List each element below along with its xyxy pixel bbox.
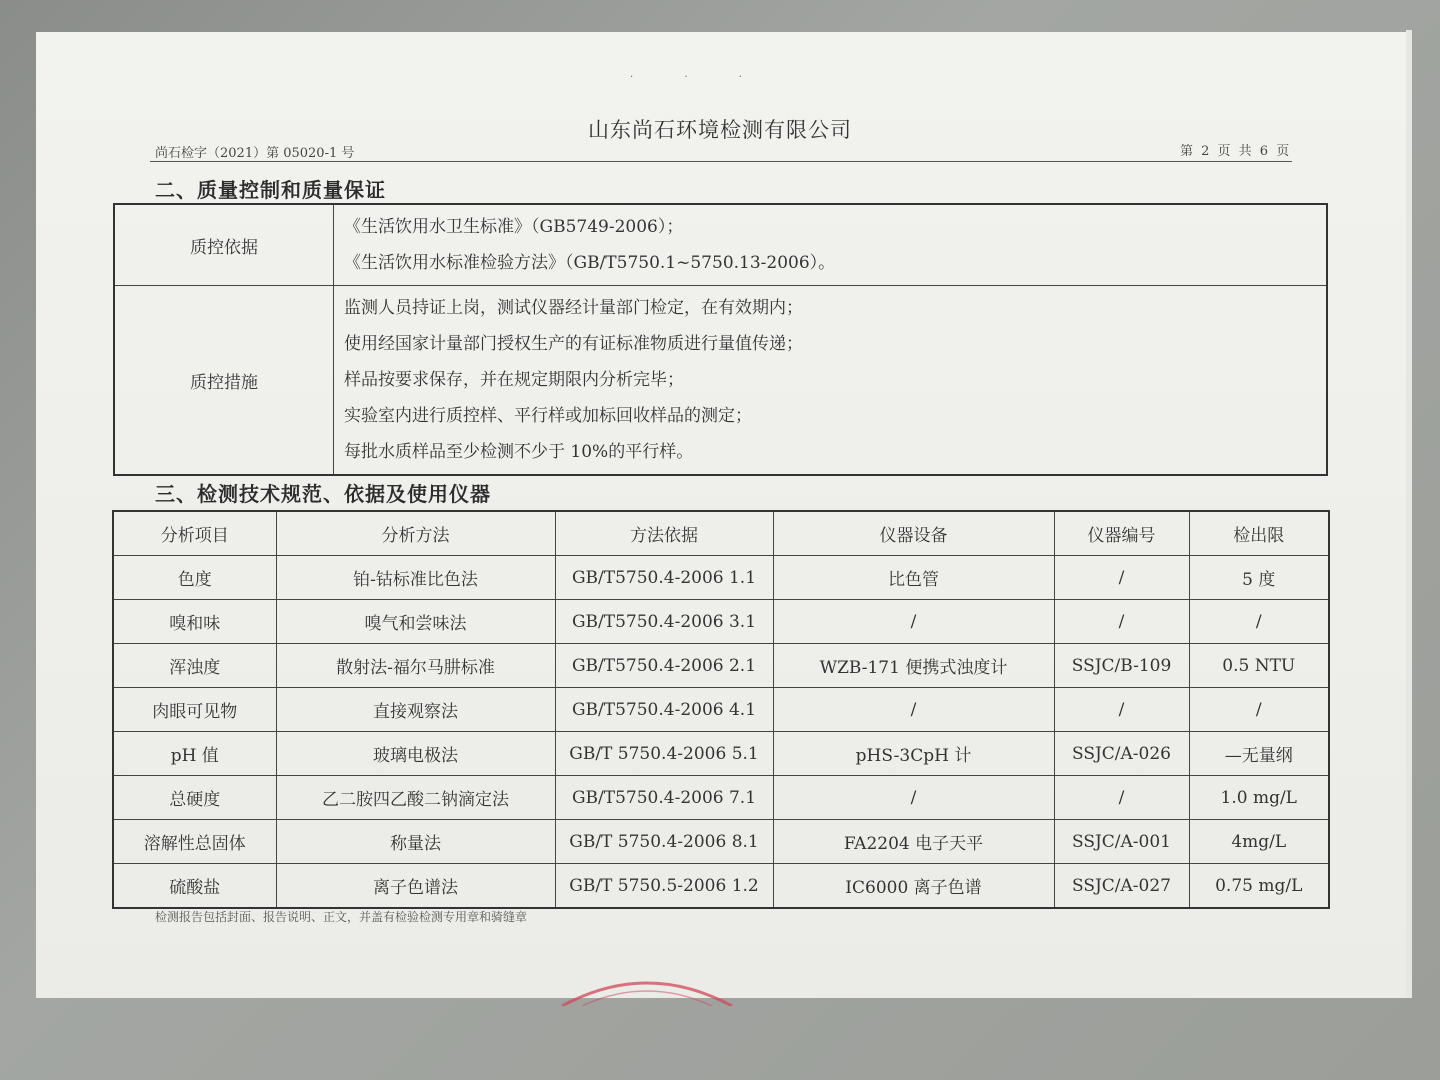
qc-content-measures xyxy=(334,286,1328,476)
header-basis: 方法依据 xyxy=(555,511,773,556)
qc-row-basis xyxy=(114,204,1327,286)
cell-item: 肉眼可见物 xyxy=(113,688,276,732)
cell-instrument: IC6000 离子色谱 xyxy=(773,864,1054,909)
cell-instrument-id: SSJC/A-026 xyxy=(1054,732,1189,776)
cell-instrument: 比色管 xyxy=(773,556,1054,600)
cell-method: 嗅气和尝味法 xyxy=(276,600,555,644)
section-3-title: 三、检测技术规范、依据及使用仪器 xyxy=(155,482,491,506)
cell-method: 散射法-福尔马肼标准 xyxy=(276,644,555,688)
header-instrument-id: 仪器编号 xyxy=(1054,511,1189,556)
table-row xyxy=(113,864,1329,909)
cell-basis: GB/T5750.4-2006 7.1 xyxy=(555,776,773,820)
qc-line: 实验室内进行质控样、平行样或加标回收样品的测定； xyxy=(344,406,752,426)
cell-basis: GB/T 5750.4-2006 8.1 xyxy=(555,820,773,864)
table-row xyxy=(113,732,1329,776)
cell-detection-limit: 4mg/L xyxy=(1189,820,1329,864)
cell-instrument-id: / xyxy=(1054,600,1189,644)
cell-item: 浑浊度 xyxy=(113,644,276,688)
cell-basis: GB/T 5750.4-2006 5.1 xyxy=(555,732,773,776)
company-name: 山东尚石环境检测有限公司 xyxy=(588,118,852,142)
cell-instrument: / xyxy=(773,600,1054,644)
cell-method: 离子色谱法 xyxy=(276,864,555,909)
qc-line: 《生活饮用水标准检验方法》（GB/T5750.1~5750.13-2006）。 xyxy=(344,253,836,273)
cell-method: 称量法 xyxy=(276,820,555,864)
cell-instrument: pHS-3CpH 计 xyxy=(773,732,1054,776)
cell-detection-limit: 5 度 xyxy=(1189,556,1329,600)
table-header-row xyxy=(113,511,1329,556)
cell-detection-limit: / xyxy=(1189,600,1329,644)
cell-instrument-id: SSJC/A-001 xyxy=(1054,820,1189,864)
cell-item: pH 值 xyxy=(113,732,276,776)
cell-method: 玻璃电极法 xyxy=(276,732,555,776)
cell-basis: GB/T 5750.5-2006 1.2 xyxy=(555,864,773,909)
cell-basis: GB/T5750.4-2006 3.1 xyxy=(555,600,773,644)
table-row xyxy=(113,776,1329,820)
cell-method: 乙二胺四乙酸二钠滴定法 xyxy=(276,776,555,820)
cell-item: 总硬度 xyxy=(113,776,276,820)
header-instrument: 仪器设备 xyxy=(773,511,1054,556)
cell-basis: GB/T5750.4-2006 1.1 xyxy=(555,556,773,600)
table-row xyxy=(113,644,1329,688)
cell-detection-limit: 0.75 mg/L xyxy=(1189,864,1329,909)
cell-item: 色度 xyxy=(113,556,276,600)
qc-line: 样品按要求保存，并在规定期限内分析完毕； xyxy=(344,370,684,390)
footnote: 检测报告包括封面、报告说明、正文，并盖有检验检测专用章和骑缝章 xyxy=(155,910,528,924)
qc-label-measures: 质控措施 xyxy=(114,286,334,476)
paper-marks: · · · xyxy=(630,72,766,83)
cell-detection-limit: 1.0 mg/L xyxy=(1189,776,1329,820)
table-body xyxy=(113,556,1329,909)
qc-line: 监测人员持证上岗，测试仪器经计量部门检定，在有效期内； xyxy=(344,298,803,318)
red-seal-stamp xyxy=(552,980,742,1006)
qc-line: 每批水质样品至少检测不少于 10%的平行样。 xyxy=(344,442,694,462)
cell-instrument: / xyxy=(773,776,1054,820)
header-item: 分析项目 xyxy=(113,511,276,556)
document-number: 尚石检字（2021）第 05020-1 号 xyxy=(155,146,355,161)
cell-item: 溶解性总固体 xyxy=(113,820,276,864)
header-rule xyxy=(150,161,1292,162)
testing-methods-table xyxy=(112,510,1330,909)
cell-instrument-id: / xyxy=(1054,556,1189,600)
header-method: 分析方法 xyxy=(276,511,555,556)
paper-edge xyxy=(1406,30,1412,998)
cell-basis: GB/T5750.4-2006 4.1 xyxy=(555,688,773,732)
cell-instrument-id: SSJC/B-109 xyxy=(1054,644,1189,688)
table-row xyxy=(113,556,1329,600)
cell-instrument: / xyxy=(773,688,1054,732)
cell-detection-limit: / xyxy=(1189,688,1329,732)
cell-method: 直接观察法 xyxy=(276,688,555,732)
page-indicator: 第 2 页 共 6 页 xyxy=(1180,144,1292,159)
table-row xyxy=(113,820,1329,864)
section-2-title: 二、质量控制和质量保证 xyxy=(155,178,386,202)
quality-control-table xyxy=(113,203,1328,476)
cell-instrument-id: / xyxy=(1054,688,1189,732)
cell-detection-limit: 0.5 NTU xyxy=(1189,644,1329,688)
cell-instrument-id: SSJC/A-027 xyxy=(1054,864,1189,909)
header-detection-limit: 检出限 xyxy=(1189,511,1329,556)
qc-row-measures xyxy=(114,286,1327,476)
cell-instrument: WZB-171 便携式浊度计 xyxy=(773,644,1054,688)
cell-basis: GB/T5750.4-2006 2.1 xyxy=(555,644,773,688)
cell-instrument: FA2204 电子天平 xyxy=(773,820,1054,864)
cell-instrument-id: / xyxy=(1054,776,1189,820)
qc-line: 《生活饮用水卫生标准》（GB5749-2006）； xyxy=(344,217,684,237)
qc-line: 使用经国家计量部门授权生产的有证标准物质进行量值传递； xyxy=(344,334,803,354)
cell-item: 硫酸盐 xyxy=(113,864,276,909)
cell-item: 嗅和味 xyxy=(113,600,276,644)
table-row xyxy=(113,600,1329,644)
qc-content-basis xyxy=(334,204,1328,286)
cell-detection-limit: —无量纲 xyxy=(1189,732,1329,776)
qc-label-basis: 质控依据 xyxy=(114,204,334,286)
table-row xyxy=(113,688,1329,732)
cell-method: 铂-钴标准比色法 xyxy=(276,556,555,600)
